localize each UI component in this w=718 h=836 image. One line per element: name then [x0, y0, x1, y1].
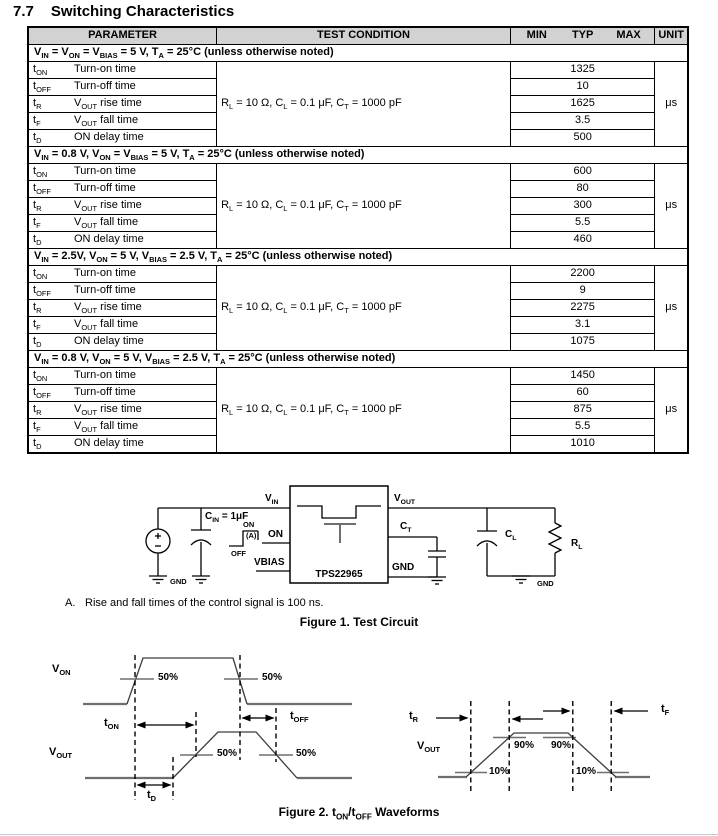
vout-label-left: $V_{OUT}$: [49, 746, 73, 761]
param-name: $V_{OUT}$ rise time: [74, 97, 142, 112]
section-number: 7.7: [13, 3, 34, 20]
note-a-text: Rise and fall times of the control signal is 100 ns.: [85, 597, 324, 609]
param-name: ON delay time: [74, 233, 144, 246]
cl-label: $C_L$: [505, 529, 517, 542]
unit-cell: μs: [655, 164, 688, 249]
param-symbol: $t_D$: [33, 131, 42, 146]
param-symbol: $t_F$: [33, 420, 41, 435]
test-condition: $R_L = 10$ Ω, $C_L = 0.1$ μF, $C_T = 1000$ pF: [217, 164, 511, 249]
typ-value: 1325: [510, 62, 654, 79]
param-symbol: $t_D$: [33, 335, 42, 350]
test-condition: $R_L = 10$ Ω, $C_L = 0.1$ μF, $C_T = 1000$ pF: [217, 266, 511, 351]
section-condition-row: [28, 147, 688, 164]
param-name: $V_{OUT}$ rise time: [74, 403, 142, 418]
param-symbol: $t_{OFF}$: [33, 182, 51, 197]
param-symbol: $t_R$: [33, 301, 42, 316]
typ-value: 9: [510, 283, 654, 300]
ton-label: $t_{ON}$: [104, 717, 119, 732]
param-symbol: $t_F$: [33, 216, 41, 231]
step-note-a-label: (A): [246, 531, 257, 540]
typ-value: 600: [510, 164, 654, 181]
param-name: $V_{OUT}$ fall time: [74, 420, 139, 435]
ground-symbol: [512, 576, 530, 583]
typ-value: 300: [510, 198, 654, 215]
gnd-label-left: GND: [170, 577, 187, 586]
pct50-label: 50%: [296, 748, 317, 759]
param-symbol: $t_{OFF}$: [33, 386, 51, 401]
unit-cell: μs: [655, 62, 688, 147]
rl-label: $R_L$: [571, 538, 583, 551]
col-max: MAX: [616, 29, 641, 42]
param-symbol: $t_F$: [33, 114, 41, 129]
cl-capacitor: [477, 508, 497, 576]
tr-label: $t_R$: [409, 710, 419, 725]
pct90-label: 90%: [514, 740, 535, 751]
param-name: Turn-on time: [74, 369, 136, 382]
typ-value: 60: [510, 385, 654, 402]
test-condition: $R_L = 10$ Ω, $C_L = 0.1$ μF, $C_T = 1000$ pF: [217, 368, 511, 454]
param-symbol: $t_{ON}$: [33, 267, 48, 282]
param-name: $V_{OUT}$ rise time: [74, 301, 142, 316]
typ-value: 1010: [510, 436, 654, 454]
device-name-label: TPS22965: [315, 569, 363, 580]
param-name: Turn-on time: [74, 165, 136, 178]
typ-value: 1625: [510, 96, 654, 113]
col-unit: UNIT: [655, 27, 688, 45]
typ-value: 80: [510, 181, 654, 198]
param-symbol: $t_D$: [33, 233, 42, 248]
param-name: Turn-on time: [74, 63, 136, 76]
vin-pin-label: $V_{IN}$: [265, 493, 279, 506]
param-symbol: $t_{OFF}$: [33, 284, 51, 299]
table-row: [28, 368, 688, 385]
figure1-caption: Figure 1. Test Circuit: [299, 615, 419, 629]
dashed-reference-lines: [471, 701, 611, 791]
param-name: $V_{OUT}$ fall time: [74, 318, 139, 333]
table-header-row: [28, 27, 688, 45]
pct50-label: 50%: [262, 672, 283, 683]
col-min: MIN: [526, 29, 547, 42]
col-test-condition: TEST CONDITION: [217, 27, 511, 45]
mosfet-symbol: [297, 506, 381, 543]
param-name: ON delay time: [74, 437, 144, 450]
section-condition-row: [28, 249, 688, 266]
typ-value: 875: [510, 402, 654, 419]
col-parameter: PARAMETER: [28, 27, 217, 45]
param-symbol: $t_{ON}$: [33, 63, 48, 78]
page-bottom-divider: [0, 834, 718, 835]
table-row: [28, 62, 688, 79]
measure-arrows: [436, 711, 648, 719]
vout-pin-label: $V_{OUT}$: [394, 493, 416, 506]
table-row: [28, 266, 688, 283]
step-off-label: OFF: [231, 549, 246, 558]
section-condition: $V_{IN} = 2.5V$, $V_{ON} = 5$ V, $V_{BIAS} = 2.5$ V, $T_A = 25^\circ C$ (unless otherwise noted): [28, 249, 688, 266]
figure2-caption: Figure 2. $t_{ON}/t_{OFF}$ Waveforms: [278, 805, 440, 822]
step-on-label: ON: [243, 520, 255, 529]
param-symbol: $t_{ON}$: [33, 369, 48, 384]
param-name: ON delay time: [74, 131, 144, 144]
section-heading: [13, 3, 234, 20]
gnd-pin-label: GND: [392, 562, 415, 573]
unit-cell: μs: [655, 266, 688, 351]
ct-pin-label: $C_T$: [400, 521, 412, 534]
param-symbol: $t_R$: [33, 403, 42, 418]
typ-value: 5.5: [510, 419, 654, 436]
pct90-label: 90%: [551, 740, 572, 751]
von-pulse: [127, 658, 247, 704]
tf-label: $t_F$: [661, 703, 670, 718]
pct-ticks: [455, 738, 629, 773]
param-name: Turn-on time: [74, 267, 136, 280]
param-symbol: $t_R$: [33, 97, 42, 112]
param-symbol: $t_{ON}$: [33, 165, 48, 180]
param-name: Turn-off time: [74, 284, 136, 297]
cin-value-label: $C_{IN} = 1\mu F$: [205, 511, 249, 524]
voltage-source: [146, 508, 170, 576]
param-name: $V_{OUT}$ rise time: [74, 199, 142, 214]
param-name: Turn-off time: [74, 386, 136, 399]
note-a-label: A.: [65, 597, 76, 609]
pct10-label: 10%: [489, 766, 510, 777]
typ-value: 1450: [510, 368, 654, 385]
test-condition: $R_L = 10$ Ω, $C_L = 0.1$ μF, $C_T = 1000$ pF: [217, 62, 511, 147]
vbias-pin-label: VBIAS: [254, 557, 285, 568]
typ-value: 5.5: [510, 215, 654, 232]
typ-value: 460: [510, 232, 654, 249]
pct10-label: 10%: [576, 766, 597, 777]
param-name: ON delay time: [74, 335, 144, 348]
param-symbol: $t_R$: [33, 199, 42, 214]
ground-symbol: [192, 576, 210, 583]
vout-label-right: $V_{OUT}$: [417, 740, 441, 755]
typ-value: 10: [510, 79, 654, 96]
td-label: $t_D$: [147, 789, 157, 804]
dashed-reference-lines: [135, 655, 276, 804]
unit-cell: μs: [655, 368, 688, 454]
typ-value: 3.1: [510, 317, 654, 334]
pct50-label: 50%: [158, 672, 179, 683]
section-condition: $V_{IN} = 0.8$ V, $V_{ON} = V_{BIAS} = 5$ V, $T_A = 25^\circ C$ (unless otherwise noted): [28, 147, 688, 164]
param-name: $V_{OUT}$ fall time: [74, 216, 139, 231]
typ-value: 2200: [510, 266, 654, 283]
typ-value: 3.5: [510, 113, 654, 130]
section-condition-row: [28, 351, 688, 368]
col-typ: TYP: [571, 29, 594, 42]
typ-value: 500: [510, 130, 654, 147]
param-name: $V_{OUT}$ fall time: [74, 114, 139, 129]
param-symbol: $t_{OFF}$: [33, 80, 51, 95]
pct50-label: 50%: [217, 748, 238, 759]
on-pin-label: ON: [268, 529, 283, 540]
typ-value: 2275: [510, 300, 654, 317]
ground-symbol: [428, 577, 446, 584]
param-name: Turn-off time: [74, 80, 136, 93]
gnd-label-right: GND: [537, 579, 554, 588]
section-condition: $V_{IN} = 0.8$ V, $V_{ON} = 5$ V, $V_{BIAS} = 2.5$ V, $T_A = 25^\circ C$ (unless otherwise noted): [28, 351, 688, 368]
section-condition-row: [28, 45, 688, 62]
switching-characteristics-table: [27, 26, 689, 454]
measure-arrows: [138, 718, 274, 785]
ground-symbol: [149, 576, 167, 583]
toff-label: $t_{OFF}$: [290, 710, 309, 725]
table-row: [28, 164, 688, 181]
rl-resistor: [549, 508, 561, 576]
von-label: $V_{ON}$: [52, 663, 71, 678]
col-min-typ-max: [510, 27, 654, 45]
section-condition: $V_{IN} = V_{ON} = V_{BIAS} = 5$ V, $T_A = 25^\circ C$ (unless otherwise noted): [28, 45, 688, 62]
param-symbol: $t_F$: [33, 318, 41, 333]
param-name: Turn-off time: [74, 182, 136, 195]
param-symbol: $t_D$: [33, 437, 42, 452]
typ-value: 1075: [510, 334, 654, 351]
section-title: Switching Characteristics: [50, 3, 235, 20]
